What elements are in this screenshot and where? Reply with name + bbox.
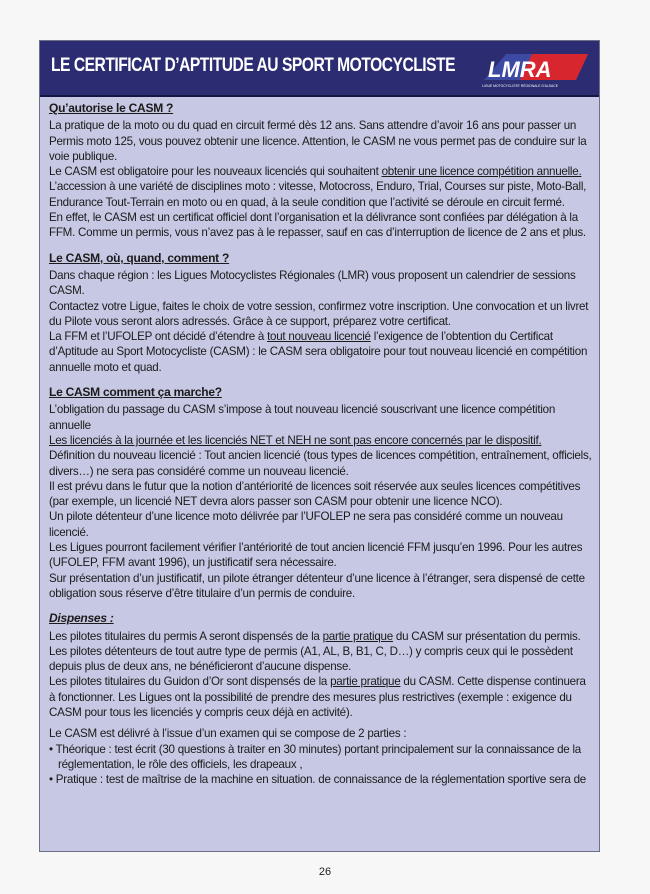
paragraph: Les Ligues pourront facilement vérifier l’antériorité de tout ancien licencié FFM jusqu’en 1996. Pour les autres (UFOLEP, FFM avant 1996), un justificatif sera nécessaire. [49,541,583,570]
lmra-logo [476,50,594,90]
paragraph: Le CASM est obligatoire pour les nouveaux licenciés qui souhaitent obtenir une licence compétition annuelle. [49,165,582,179]
page-title: LE CERTIFICAT D’APTITUDE AU SPORT MOTOCYCLISTE [51,54,456,76]
paragraph: Il est prévu dans le futur que la notion d’antériorité de licences soit réservée aux seules licences compétitives (par exemple, un licencié NET devra alors passer son CASM pour obtenir une licence NCO). [49,479,581,509]
page-header [40,41,599,97]
svg-text:LMRA: LMRA [488,57,552,82]
paragraph: Contactez votre Ligue, faites le choix de votre session, confirmez votre inscription. Une convocation et un livret du Pilote vous seront alors adressés. Grâce à ce support, préparez votre certificat. [49,299,589,328]
svg-text:LIGUE MOTOCYCLISTE RÉGIONALE D: LIGUE MOTOCYCLISTE RÉGIONALE D'ALSACE [482,84,558,88]
paragraph: Les pilotes titulaires du permis A seront dispensés de la partie pratique du CASM sur présentation du permis. [49,629,581,643]
paragraph: Définition du nouveau licencié : Tout ancien licencié (tous types de licences compétition, entraînement, officiels, divers…) ne sera pas considéré comme un nouveau licencié. [49,449,592,478]
paragraph: La pratique de la moto ou du quad en circuit fermé dès 12 ans. Sans attendre d’avoir 16 ans pour passer un Permis moto 125, vous pouvez obtenir une licence. Attention, le CASM ne vous permet pas de conduire sur la voie publique. [49,119,587,163]
section-title-comment: Le CASM comment ça marche? [49,385,222,400]
paragraph-underlined: Les licenciés à la journée et les licenciés NET et NEH ne sont pas encore concernés par le dispositif. [49,433,542,447]
list-item: • Pratique : test de maîtrise de la machine en situation. de connaissance de la réglementation sportive sera de [49,773,586,787]
section-title-ou-quand: Le CASM, où, quand, comment ? [49,250,230,265]
list-item: • Théorique : test écrit (30 questions à traiter en 30 minutes) portant principalement sur la connaissance de la réglementation, le rôle des officiels, les drapeaux , [49,742,582,771]
paragraph: En effet, le CASM est un certificat officiel dont l’organisation et la délivrance sont confiées par délégation à la FFM. Comme un permis, vous n’avez pas à le repasser, sauf en cas d’interruption de licence de 2 ans et plus. [49,211,586,240]
page-number: 26 [318,866,332,878]
paragraph: L’accession à une variété de disciplines moto : vitesse, Motocross, Enduro, Trial, Courses sur piste, Moto-Ball, Endurance Tout-Terrain en moto ou en quad, à la seule condition que l’activité se déroule en circuit fermé. [49,180,587,209]
article-body [49,101,593,787]
paragraph: L’obligation du passage du CASM s’impose à tout nouveau licencié souscrivant une licence compétition annuelle [49,403,556,432]
paragraph: La FFM et l’UFOLEP ont décidé d’étendre à tout nouveau licencié l’exigence de l’obtention du Certificat d’Aptitude au Sport Motocycliste (CASM) : le CASM sera obligatoire pour tout nouveau licencié en compétition annuelle moto et quad. [49,330,588,374]
paragraph: Sur présentation d’un justificatif, un pilote étranger détenteur d’une licence à l’étranger, sera dispensé de cette obligation sous réserve d’être titulaire d’un permis de conduire. [49,571,585,600]
content-frame [39,40,600,852]
paragraph: Un pilote détenteur d’une licence moto délivrée par l’UFOLEP ne sera pas considéré comme un nouveau licencié. [49,510,563,539]
section-title-dispenses: Dispenses : [49,611,114,626]
paragraph: Le CASM est délivré à l’issue d’un examen qui se compose de 2 parties : [49,727,407,741]
paragraph: Les pilotes titulaires du Guidon d’Or sont dispensés de la partie pratique du CASM. Cette dispense continuera à fonctionner. Les Ligues ont la possibilité de prendre des mesures plus restrictives (exemple : exigence du CASM pour tous les licenciés y compris ceux déjà en activité). [49,675,586,719]
paragraph: Les pilotes détenteurs de tout autre type de permis (A1, AL, B, B1, C, D…) y compris ceux qui le possèdent depuis plus de deux ans, ne bénéficieront d’aucune dispense. [49,644,573,674]
section-title-autorise: Qu’autorise le CASM ? [49,101,174,115]
paragraph: Dans chaque région : les Ligues Motocyclistes Régionales (LMR) vous proposent un calendrier de sessions CASM. [49,268,576,298]
